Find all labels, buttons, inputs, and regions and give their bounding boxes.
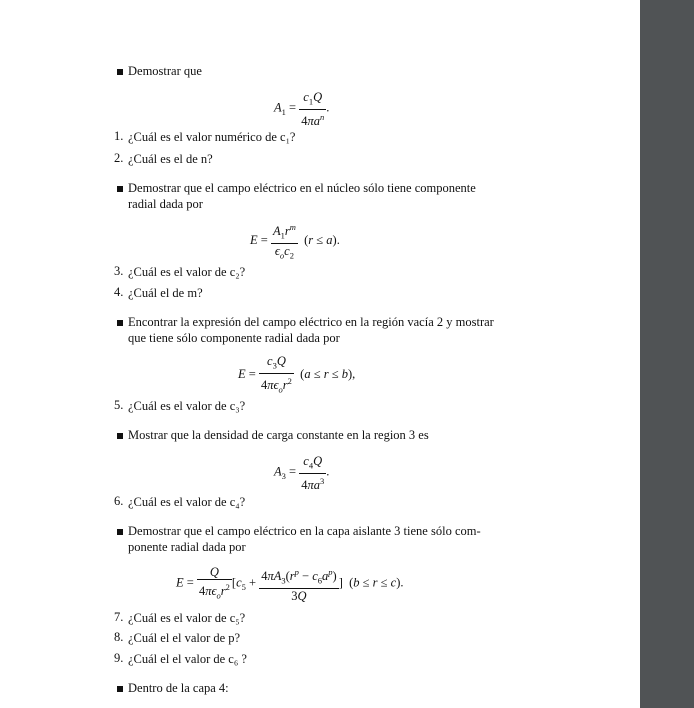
equation-e-vacuum: E = $\frac{c_3Q}{4\pi\epsilon_or^2}$ (a ≤ r ≤ b),	[238, 354, 356, 395]
question-number: 8.	[114, 630, 124, 644]
equation-a3: $A_3$ = $\frac{c_4Q}{4\pi a^3}$ .	[274, 454, 330, 492]
bullet-text: ponente radial dada por	[128, 540, 246, 554]
bullet-marker	[117, 529, 123, 535]
bullet-text: Demostrar que el campo eléctrico en el núcleo sólo tiene componente	[128, 181, 476, 195]
bullet-marker	[117, 320, 123, 326]
bullet-text: Demostrar que	[128, 64, 202, 78]
question-text: ¿Cuál es el valor numérico de c₁?	[128, 130, 296, 144]
bullet-marker	[117, 433, 123, 439]
equation-a1: $A_1$ = $\frac{c_1Q}{4\pi a^n}$ .	[274, 90, 330, 128]
viewer-background-gutter	[640, 0, 694, 708]
question-number: 1.	[114, 129, 124, 143]
question-number: 7.	[114, 610, 124, 624]
question-number: 9.	[114, 651, 124, 665]
bullet-text: que tiene sólo componente radial dada por	[128, 331, 340, 345]
question-text: ¿Cuál el el valor de p?	[128, 631, 241, 645]
question-number: 6.	[114, 494, 124, 508]
bullet-text: Encontrar la expresión del campo eléctrico en la región vacía 2 y mostrar	[128, 315, 494, 329]
question-text: ¿Cuál es el valor de c₄?	[128, 495, 246, 509]
bullet-text: radial dada por	[128, 197, 203, 211]
bullet-text: Dentro de la capa 4:	[128, 681, 229, 695]
bullet-text: Mostrar que la densidad de carga constante en la region 3 es	[128, 428, 429, 442]
question-number: 2.	[114, 151, 124, 165]
question-number: 5.	[114, 398, 124, 412]
question-number: 4.	[114, 285, 124, 299]
question-text: ¿Cuál es el valor de c₅?	[128, 611, 246, 625]
question-text: ¿Cuál es el de n?	[128, 152, 213, 166]
bullet-marker	[117, 686, 123, 692]
question-text: ¿Cuál es el valor de c₃?	[128, 399, 246, 413]
question-number: 3.	[114, 264, 124, 278]
bullet-marker	[117, 69, 123, 75]
question-text: ¿Cuál el el valor de c₆ ?	[128, 652, 247, 666]
question-text: ¿Cuál es el valor de c₂?	[128, 265, 246, 279]
equation-e-core: E = $\frac{A_1r^m}{\epsilon_oc_2}$ (r ≤ a).	[250, 222, 340, 261]
question-text: ¿Cuál el de m?	[128, 286, 203, 300]
equation-e-shell: E = $\frac{Q}{4\pi\epsilon_or^2}$ [$c_5$ + $\frac{4\pi A_3(r^p - c_6a^p)}{3Q}$ ] (b ≤ r ≤ c).	[176, 565, 404, 603]
bullet-marker	[117, 186, 123, 192]
bullet-text: Demostrar que el campo eléctrico en la capa aislante 3 tiene sólo com-	[128, 524, 481, 538]
